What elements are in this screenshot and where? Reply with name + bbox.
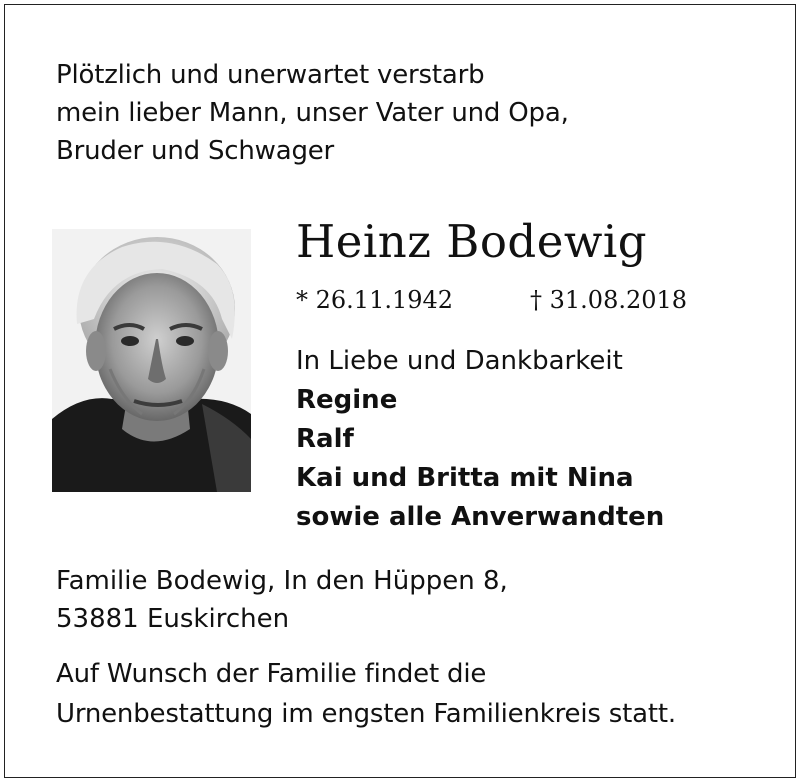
address-line-1: Familie Bodewig, In den Hüppen 8, xyxy=(56,566,508,596)
address-line-2: 53881 Euskirchen xyxy=(56,604,290,634)
mourner-name: sowie alle Anverwandten xyxy=(296,502,665,532)
life-dates xyxy=(296,284,688,316)
intro-line-3: Bruder und Schwager xyxy=(56,136,335,166)
dedication-block xyxy=(296,342,664,537)
intro-line-2: mein lieber Mann, unser Vater und Opa, xyxy=(56,98,569,128)
mourner-name: Kai und Britta mit Nina xyxy=(296,463,634,493)
funeral-notice xyxy=(56,654,676,734)
birth-date: * 26.11.1942 xyxy=(296,286,454,314)
intro-line-1: Plötzlich und unerwartet verstarb xyxy=(56,60,485,90)
portrait-photo xyxy=(52,229,251,492)
portrait-image xyxy=(52,229,251,492)
notice-line-1: Auf Wunsch der Familie findet die xyxy=(56,659,487,689)
mourner-name: Ralf xyxy=(296,424,354,454)
dedication-intro: In Liebe und Dankbarkeit xyxy=(296,346,623,376)
intro-text xyxy=(56,56,569,170)
deceased-name: Heinz Bodewig xyxy=(296,215,648,268)
mourner-name: Regine xyxy=(296,385,398,415)
notice-line-2: Urnenbestattung im engsten Familienkreis statt. xyxy=(56,699,676,729)
death-date: † 31.08.2018 xyxy=(530,286,688,314)
family-address xyxy=(56,562,508,638)
